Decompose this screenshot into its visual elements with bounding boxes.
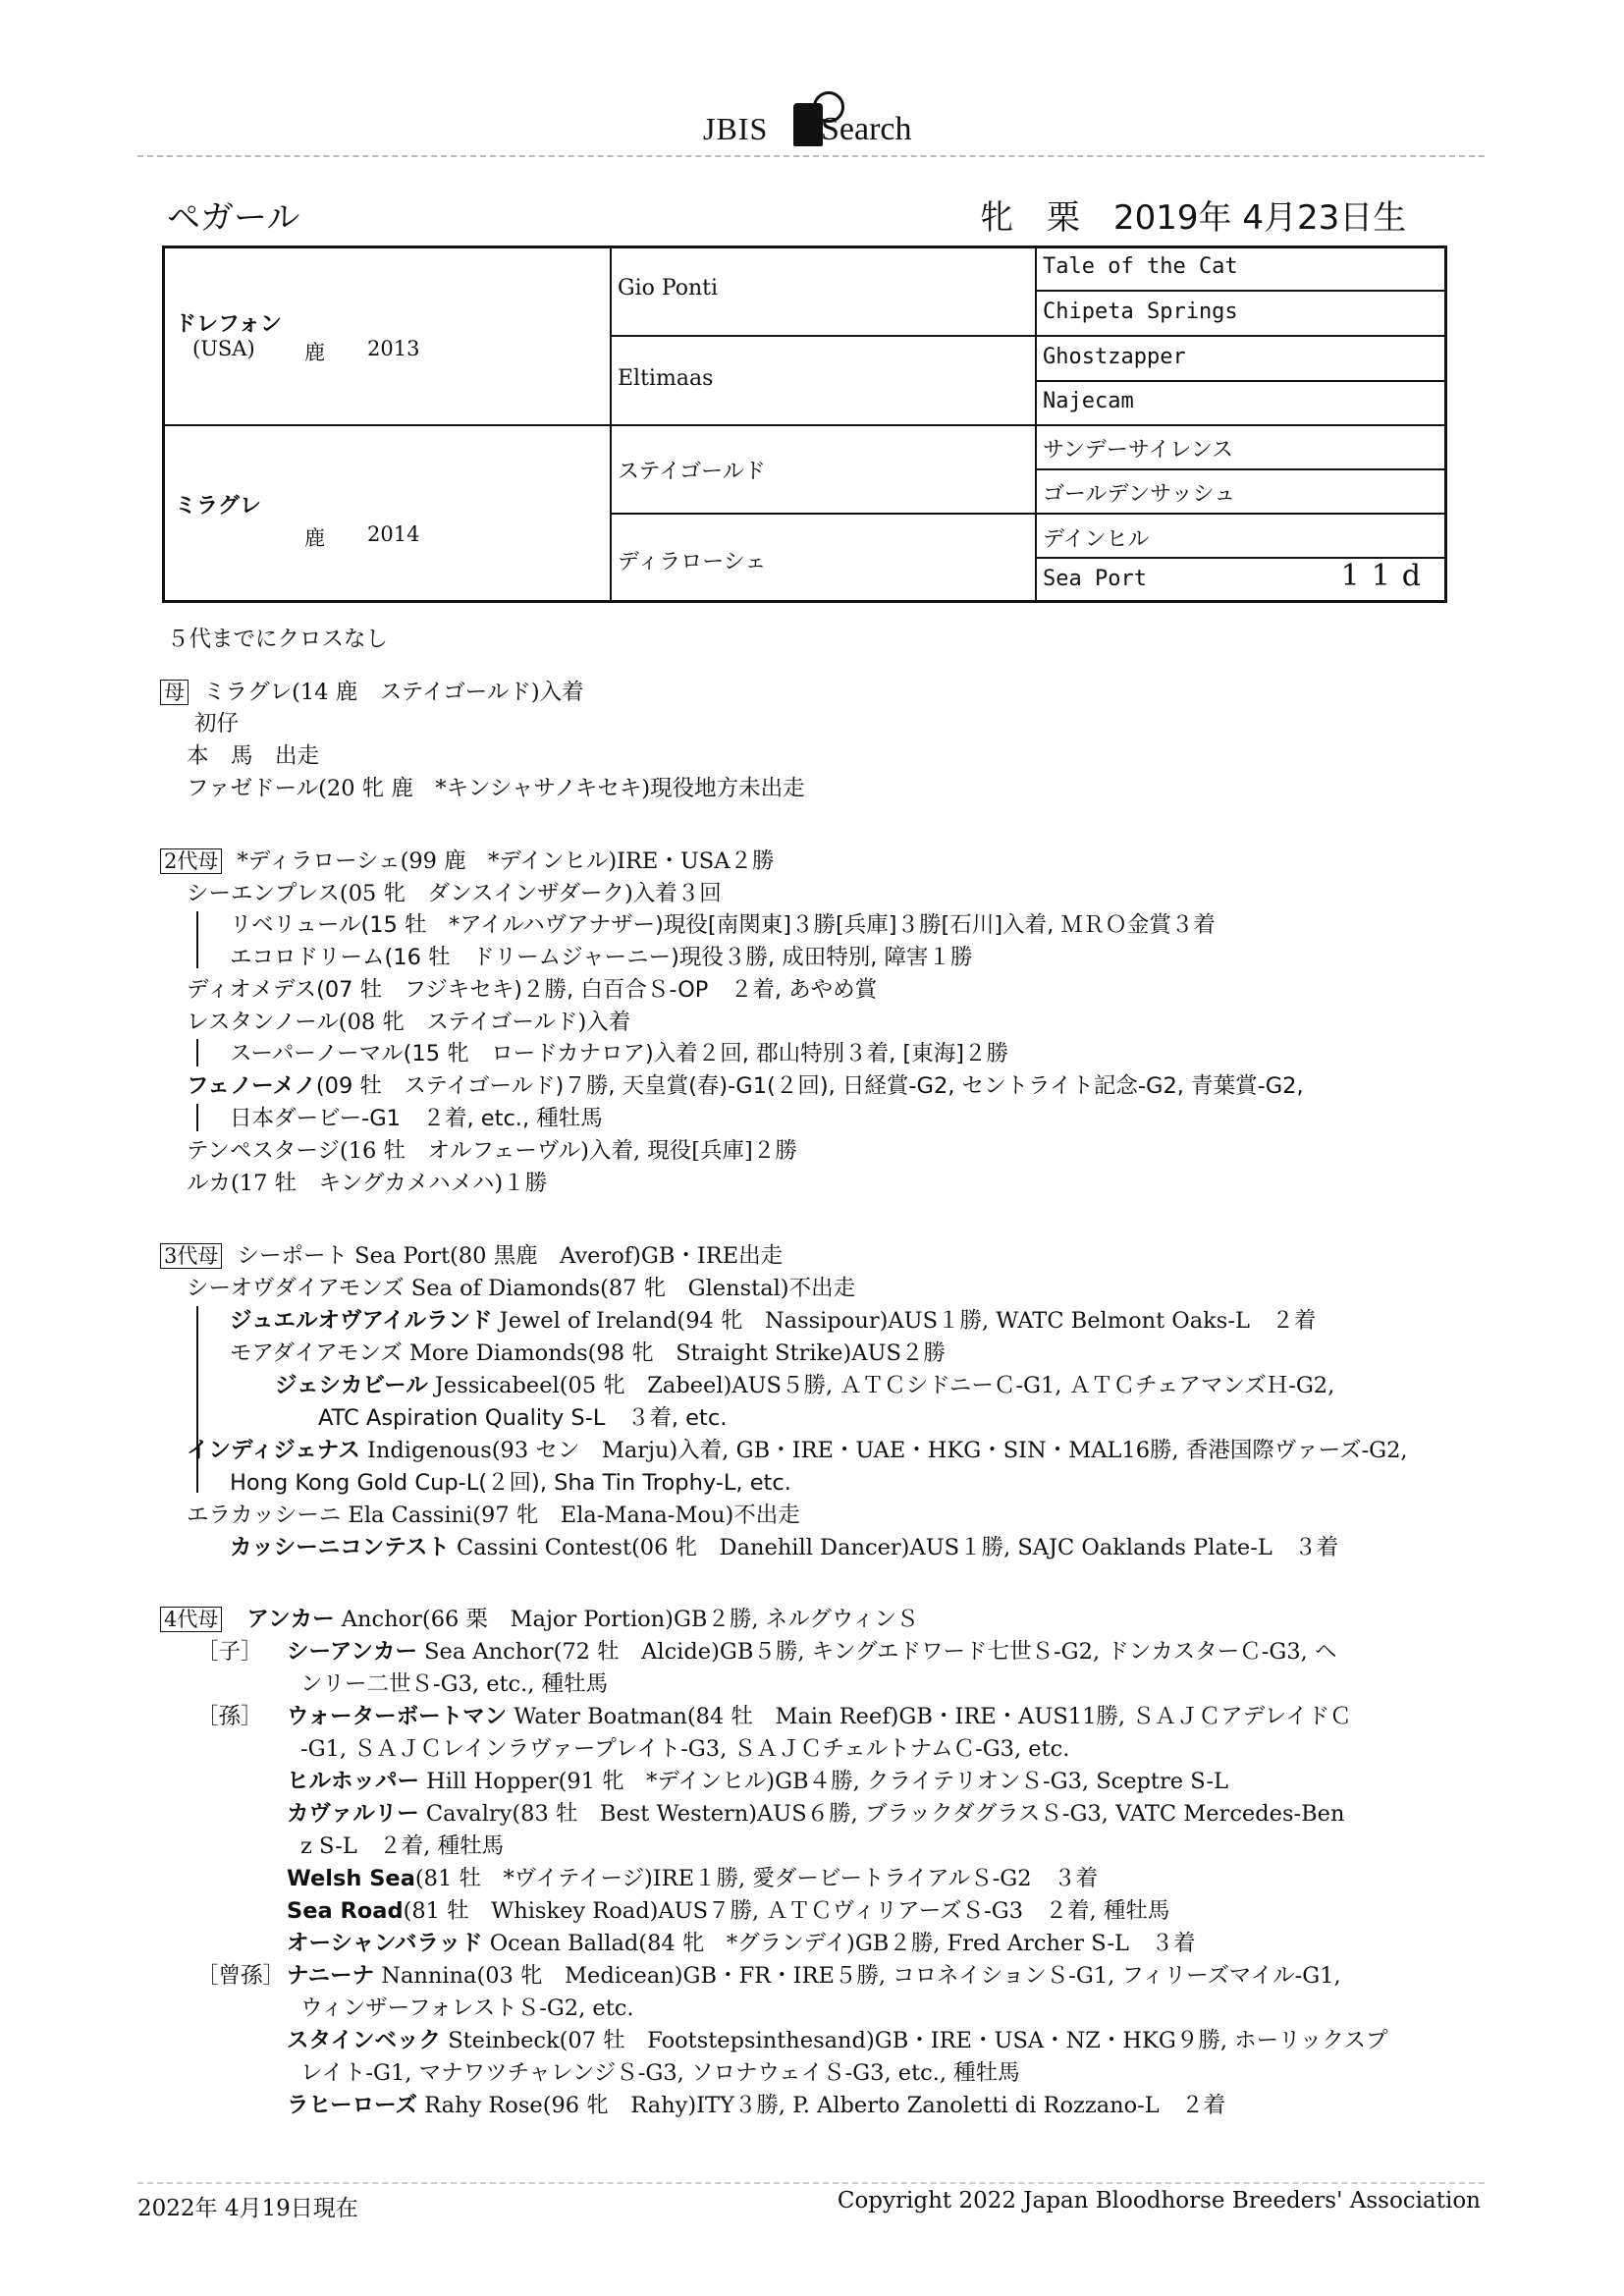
label-great-grandchild: ［曾孫］ xyxy=(196,1963,286,1989)
g4-grand-1-name: ウォーターボートマン xyxy=(287,1704,508,1729)
g4-grand-4-detail: (81 牡 *ヴイテイージ)IRE１勝, 愛ダービートライアルＳ-G2 ３着 xyxy=(414,1866,1099,1891)
ggp-1: Tale of the Cat xyxy=(1043,254,1238,279)
dam-line-2: 本 馬 出走 xyxy=(187,743,320,769)
g2-line-4-detail: (07 牡 フジキセキ)２勝, 白百合Ｓ-OP ２着, あやめ賞 xyxy=(316,977,878,1003)
g2-line-3-name: エコロドリーム xyxy=(230,945,385,970)
g3-head-text: シーポート Sea Port(80 黒鹿 Averof)GB・IRE出走 xyxy=(237,1243,784,1269)
g2-line-4-name: ディオメデス xyxy=(187,977,317,1003)
g4-grand-1 xyxy=(287,1702,1352,1731)
dam-line-1: 初仔 xyxy=(194,711,240,737)
footer-divider xyxy=(137,2182,1485,2184)
horse-color: 栗 xyxy=(1047,198,1080,238)
g2-bracket-1 xyxy=(196,911,198,968)
g3-line-7: Hong Kong Gold Cup-L(２回), Sha Tin Trophy-L, etc. xyxy=(230,1470,791,1496)
dam-color: 鹿 xyxy=(304,526,325,550)
g2-line-7 xyxy=(187,1071,1304,1101)
g4-great-2 xyxy=(287,2026,1388,2055)
g4-great-1-name: ナニーナ xyxy=(287,1963,375,1989)
g4-grand-1-cont: -G1, ＳＡＪＣレインラヴァープレイト-G3, ＳＡＪＣチェルトナムＣ-G3, etc. xyxy=(300,1736,1070,1762)
g4-grand-2 xyxy=(287,1767,1228,1796)
horse-name: ペガール xyxy=(167,198,300,238)
g4-grand-3-detail: Cavalry(83 牡 Best Western)AUS６勝, ブラックダグラスＳ-G3, VATC Mercedes-Ben xyxy=(418,1801,1345,1827)
g4-great-3 xyxy=(287,2091,1225,2120)
g4-grand-1-detail: Water Boatman(84 牡 Main Reef)GB・IRE・AUS11勝, ＳＡＪＣアデレイドＣ xyxy=(507,1704,1352,1729)
g4-grand-3 xyxy=(287,1799,1344,1829)
g4-great-2-detail: Steinbeck(07 牡 Footstepsinthesand)GB・IRE・USA・NZ・HKG９勝, ホーリックスプ xyxy=(441,2028,1388,2053)
g3-line-6 xyxy=(187,1436,1408,1465)
g2-line-2-detail: (15 牡 *アイルハヴアナザー)現役[南関東]３勝[兵庫]３勝[石川]入着, ＭＲＯ金賞３着 xyxy=(360,912,1216,938)
dam-head xyxy=(160,678,584,707)
g4-grand-6-detail: Ocean Ballad(84 牝 *グランデイ)GB２勝, Fred Archer S-L ３着 xyxy=(482,1931,1196,1956)
g4-head xyxy=(160,1605,918,1634)
jbis-search-logo xyxy=(703,103,939,152)
horse-sex: 牝 xyxy=(980,198,1013,238)
ggp-8: Sea Port xyxy=(1043,567,1147,591)
g4-grand-4-name: Welsh Sea xyxy=(287,1866,415,1891)
ggp-6: ゴールデンサッシュ xyxy=(1043,482,1236,507)
g4-child-1-name: シーアンカー xyxy=(287,1639,417,1665)
g4-head-detail: Anchor(66 栗 Major Portion)GB２勝, ネルグウィンＳ xyxy=(334,1607,919,1632)
g2-line-5: レスタンノール(08 牝 ステイゴールド)入着 xyxy=(187,1010,631,1035)
g4-grand-3-cont: z S-L ２着, 種牡馬 xyxy=(300,1833,505,1859)
g4-grand-5-name: Sea Road xyxy=(287,1898,404,1924)
g4-grand-2-detail: Hill Hopper(91 牝 *デインヒル)GB４勝, クライテリオンＳ-G3, Sceptre S-L xyxy=(419,1769,1228,1794)
g2-line-2 xyxy=(230,910,1216,940)
grandsire-2: ステイゴールド xyxy=(618,460,766,484)
g2-line-6-name: スーパーノーマル xyxy=(230,1041,404,1066)
g4-child-1 xyxy=(287,1637,1336,1667)
sire-name: ドレフォン xyxy=(175,312,282,337)
g2-line-9: テンペスタージ(16 牡 オルフェーヴル)入着, 現役[兵庫]２勝 xyxy=(187,1138,797,1164)
ggp-2: Chipeta Springs xyxy=(1043,300,1238,324)
g3-line-9-name: カッシーニコンテスト xyxy=(230,1535,450,1560)
dosage-index: 11d xyxy=(1340,559,1433,593)
g4-grand-5 xyxy=(287,1896,1169,1926)
ggp-3: Ghostzapper xyxy=(1043,345,1186,369)
g2-line-7-name: フェノーメノ xyxy=(187,1073,316,1099)
g4-great-1-cont: ウィンザーフォレストＳ-G2, etc. xyxy=(300,1995,634,2021)
g4-grand-2-name: ヒルホッパー xyxy=(287,1769,420,1794)
g3-line-9 xyxy=(230,1533,1338,1562)
g4-grand-6-name: オーシャンバラッド xyxy=(287,1931,483,1956)
g2-bracket-2 xyxy=(196,1039,198,1066)
g3-line-4-detail: Jessicabeel(05 牝 Zabeel)AUS５勝, ＡＴＣシドニーＣ-G1, ＡＴＣチェアマンズＨ-G2, xyxy=(427,1373,1335,1398)
g2-line-4 xyxy=(187,975,877,1005)
footer-date: 2022年 4月19日現在 xyxy=(137,2196,358,2221)
logo-search-text: Search xyxy=(821,111,912,147)
footer-copyright: Copyright 2022 Japan Bloodhorse Breeders' Association xyxy=(837,2188,1481,2214)
g3-line-9-detail: Cassini Contest(06 牝 Danehill Dancer)AUS１勝, SAJC Oaklands Plate-L ３着 xyxy=(449,1535,1339,1560)
g4-grand-6 xyxy=(287,1929,1195,1958)
g2-line-10: ルカ(17 牡 キングカメハメハ)１勝 xyxy=(187,1171,548,1196)
pedigree-sire-cell xyxy=(165,248,612,426)
g3-line-4 xyxy=(275,1371,1334,1400)
dam-year: 2014 xyxy=(367,522,420,546)
pedigree-dam-cell xyxy=(165,426,612,600)
cross-note: ５代までにクロスなし xyxy=(167,627,389,652)
g2-head-text: *ディラローシェ(99 鹿 *デインヒル)IRE・USA２勝 xyxy=(237,848,775,874)
g4-great-3-detail: Rahy Rose(96 牝 Rahy)ITY３勝, P. Alberto Zanoletti di Rozzano-L ２着 xyxy=(416,2093,1226,2118)
logo-jbis-text: JBIS xyxy=(703,111,769,146)
dam-line-3: ファゼドール(20 牝 鹿 *キンシャサノキセキ)現役地方未出走 xyxy=(187,776,805,801)
g2-bracket-3 xyxy=(196,1104,198,1131)
g3-line-8: エラカッシーニ Ela Cassini(97 牝 Ela-Mana-Mou)不出走 xyxy=(187,1503,800,1528)
ggp-4: Najecam xyxy=(1043,389,1134,413)
granddam-2: ディラローシェ xyxy=(618,550,767,574)
g3-line-4-name: ジェシカビール xyxy=(275,1373,428,1398)
horse-birth: 2019年 4月23日生 xyxy=(1113,198,1407,238)
dam-name: ミラグレ xyxy=(175,494,262,519)
granddam-1: Eltimaas xyxy=(618,366,714,391)
pedigree-grandparents xyxy=(612,248,1037,600)
g3-line-1: シーオヴダイアモンズ Sea of Diamonds(87 牝 Glenstal)不出走 xyxy=(187,1276,856,1301)
g4-great-1-detail: Nannina(03 牝 Medicean)GB・FR・IRE５勝, コロネイションＳ-G1, フィリーズマイル-G1, xyxy=(374,1963,1341,1989)
g3-line-3: モアダイアモンズ More Diamonds(98 牝 Straight Strike)AUS２勝 xyxy=(230,1340,946,1366)
g4-head-name: アンカー xyxy=(246,1607,335,1632)
g2-line-1: シーエンプレス(05 牝 ダンスインザダーク)入着３回 xyxy=(187,881,722,906)
g3-line-6-detail: Indigenous(93 セン Marju)入着, GB・IRE・UAE・HKG・SIN・MAL16勝, 香港国際ヴァーズ-G2, xyxy=(359,1438,1408,1463)
g4-grand-5-detail: (81 牡 Whiskey Road)AUS７勝, ＡＴＣヴィリアーズＳ-G3 ２着, 種牡馬 xyxy=(403,1898,1170,1924)
g4-child-1-cont: ンリー二世Ｓ-G3, etc., 種牡馬 xyxy=(300,1671,609,1697)
g3-line-5: ATC Aspiration Quality S-L ３着, etc. xyxy=(318,1405,728,1431)
g3-line-2-name: ジュエルオヴアイルランド xyxy=(230,1308,493,1334)
g2-line-3 xyxy=(230,943,973,972)
g4-grand-4 xyxy=(287,1864,1098,1893)
g4-grand-3-name: カヴァルリー xyxy=(287,1801,419,1827)
header-divider xyxy=(137,155,1485,157)
horse-info xyxy=(980,191,1406,239)
g3-line-2 xyxy=(230,1306,1316,1336)
g2-line-8: 日本ダービー-G1 ２着, etc., 種牡馬 xyxy=(230,1106,603,1131)
sire-color: 鹿 xyxy=(304,341,325,364)
g4-great-2-name: スタインベック xyxy=(287,2028,442,2053)
g4-great-1 xyxy=(287,1961,1341,1991)
pedigree-table xyxy=(162,246,1447,603)
g2-tag: 2代母 xyxy=(160,848,222,874)
g2-line-3-detail: (16 牡 ドリームジャーニー)現役３勝, 成田特別, 障害１勝 xyxy=(384,945,973,970)
sire-year: 2013 xyxy=(367,337,420,360)
sire-origin: (USA) xyxy=(192,337,255,360)
g4-great-3-name: ラヒーローズ xyxy=(287,2093,417,2118)
dam-head-text: ミラグレ(14 鹿 ステイゴールド)入着 xyxy=(203,680,584,705)
g4-tag: 4代母 xyxy=(160,1607,222,1632)
g3-line-2-detail: Jewel of Ireland(94 牝 Nassipour)AUS１勝, WATC Belmont Oaks-L ２着 xyxy=(492,1308,1317,1334)
g3-tag: 3代母 xyxy=(160,1243,222,1269)
pedigree-great-grandparents xyxy=(1037,248,1444,600)
ggp-7: デインヒル xyxy=(1043,527,1150,552)
g4-child-1-detail: Sea Anchor(72 牡 Alcide)GB５勝, キングエドワード七世Ｓ-G2, ドンカスターＣ-G3, ヘ xyxy=(416,1639,1337,1665)
g2-line-6-detail: (15 牝 ロードカナロア)入着２回, 郡山特別３着, [東海]２勝 xyxy=(403,1041,1008,1066)
dam-tag: 母 xyxy=(160,680,189,705)
g2-line-6 xyxy=(230,1039,1008,1068)
g3-head xyxy=(160,1241,783,1271)
g2-line-7-detail: (09 牡 ステイゴールド)７勝, 天皇賞(春)-G1(２回), 日経賞-G2, セントライト記念-G2, 青葉賞-G2, xyxy=(315,1073,1304,1099)
label-child: ［子］ xyxy=(196,1639,263,1665)
g2-head xyxy=(160,847,774,876)
g4-great-2-cont: レイト-G1, マナワツチャレンジＳ-G3, ソロナウェイＳ-G3, etc., 種牡馬 xyxy=(300,2060,1020,2086)
grandsire-1: Gio Ponti xyxy=(618,276,719,301)
g2-line-2-name: リベリュール xyxy=(230,912,361,938)
g3-line-6-name: インディジェナス xyxy=(187,1438,360,1463)
label-grandchild: ［孫］ xyxy=(196,1704,263,1729)
ggp-5: サンデーサイレンス xyxy=(1043,438,1234,463)
